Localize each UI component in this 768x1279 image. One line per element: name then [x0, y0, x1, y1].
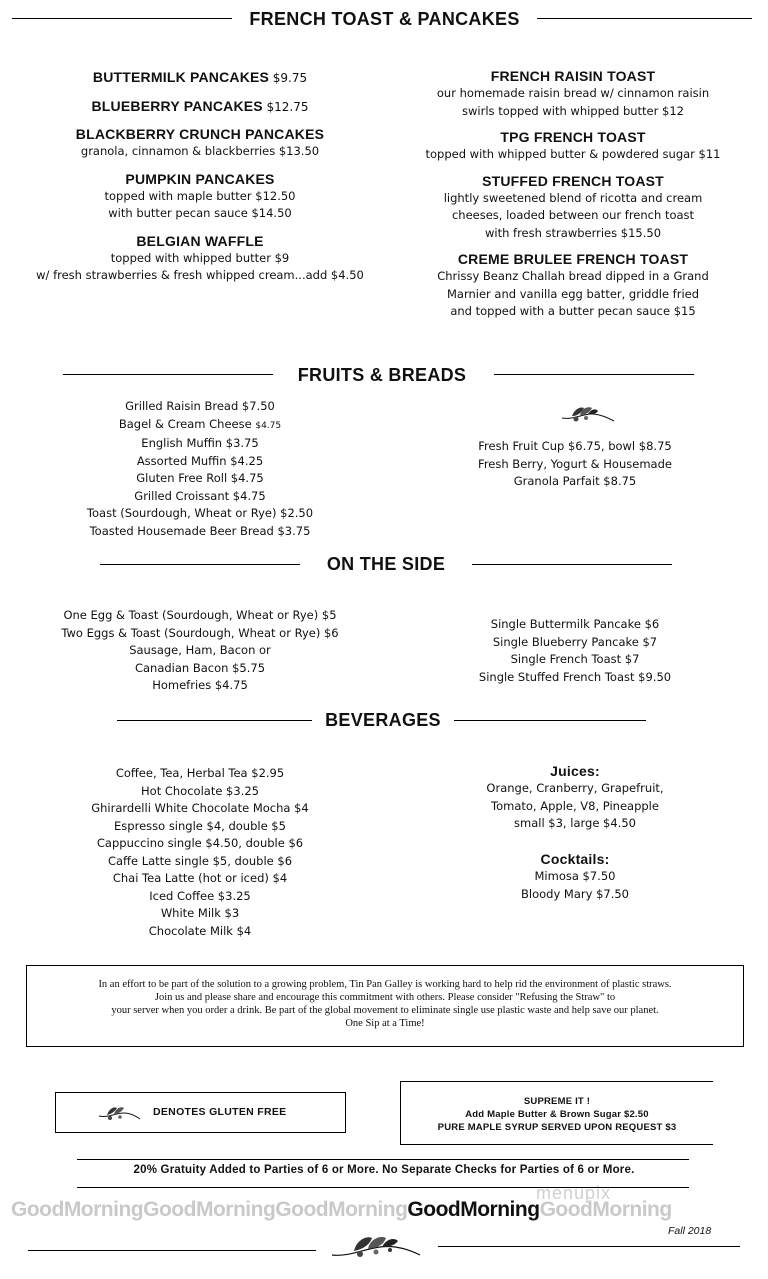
list-item: Single Stuffed French Toast $9.50: [478, 669, 672, 684]
divider: [537, 18, 752, 19]
list-item: Espresso single $4, double $5: [114, 818, 286, 833]
list-item: Canadian Bacon $5.75: [134, 660, 266, 675]
banner-word: GoodMorning: [143, 1198, 276, 1221]
list-item: Caffe Latte single $5, double $6: [107, 853, 293, 868]
beverages-list: [40, 765, 360, 940]
item-name: BLUEBERRY PANCAKES: [91, 97, 263, 114]
item-desc: lightly sweetened blend of ricotta and cream: [443, 190, 703, 205]
divider: [472, 564, 672, 565]
gluten-free-legend: [55, 1092, 346, 1133]
list-item: Chocolate Milk $4: [148, 923, 252, 938]
gluten-free-icon: [96, 1102, 142, 1122]
item-desc: w/ fresh strawberries & fresh whipped cream...add $4.50: [36, 268, 364, 282]
divider: [100, 564, 300, 565]
item-name: CREME BRULEE FRENCH TOAST: [457, 251, 689, 267]
item-desc: our homemade raisin bread w/ cinnamon raisin: [436, 86, 710, 100]
menu-item-buttermilk: [20, 68, 380, 88]
list-item: English Muffin $3.75: [141, 436, 259, 450]
list-item: Two Eggs & Toast (Sourdough, Wheat or Rye) $6: [61, 625, 339, 640]
item-name: BUTTERMILK PANCAKES: [92, 69, 270, 85]
banner-word: GoodMorning: [11, 1198, 144, 1221]
divider: [77, 1159, 689, 1160]
list-item: Chai Tea Latte (hot or iced) $4: [112, 871, 288, 885]
list-item: small $3, large $4.50: [514, 816, 636, 830]
list-item: Orange, Cranberry, Grapefruit,: [486, 781, 664, 795]
list-item: Hot Chocolate $3.25: [141, 783, 259, 798]
good-morning-banner: [11, 1198, 768, 1222]
supreme-line: PURE MAPLE SYRUP SERVED UPON REQUEST $3: [437, 1122, 677, 1133]
list-item: Assorted Muffin $4.25: [136, 453, 264, 468]
divider: [12, 18, 232, 19]
item-price: $9.75: [272, 71, 308, 85]
item-name: FRENCH RAISIN TOAST: [490, 68, 656, 84]
item-name: BELGIAN WAFFLE: [136, 232, 264, 249]
list-item: One Egg & Toast (Sourdough, Wheat or Rye) $5: [63, 608, 337, 622]
fruits-list: [440, 438, 710, 491]
list-item: Toast (Sourdough, Wheat or Rye) $2.50: [86, 506, 314, 520]
divider: [494, 374, 694, 375]
cocktails-block: [440, 850, 710, 903]
notice-line: your server when you order a drink. Be part of the global movement to eliminate single use plastic waste and help save our planet.: [111, 1005, 659, 1016]
item-desc: and topped with a butter pecan sauce $15: [450, 304, 696, 318]
watermark: menupix: [536, 1183, 612, 1203]
item-desc: with butter pecan sauce $14.50: [108, 206, 292, 220]
divider: [63, 374, 273, 375]
list-item: Cappuccino single $4.50, double $6: [96, 836, 304, 850]
list-item: Granola Parfait $8.75: [513, 474, 637, 488]
juices-title: Juices:: [550, 763, 600, 779]
section-title-side: ON THE SIDE: [326, 554, 446, 574]
banner-word: GoodMorning: [275, 1198, 408, 1221]
list-item: Grilled Raisin Bread $7.50: [125, 399, 275, 413]
item-name: STUFFED FRENCH TOAST: [482, 172, 664, 189]
item-desc: Marnier and vanilla egg batter, griddle fried: [446, 286, 700, 301]
side-right-list: [440, 616, 710, 686]
notice-line: One Sip at a Time!: [345, 1018, 425, 1029]
divider: [454, 720, 646, 721]
item-name: PUMPKIN PANCAKES: [125, 170, 275, 187]
list-item: Mimosa $7.50: [534, 869, 616, 883]
banner-word: GoodMorning: [539, 1198, 672, 1221]
list-item: Single French Toast $7: [510, 652, 640, 666]
list-item: White Milk $3: [160, 906, 240, 920]
list-item: Fresh Fruit Cup $6.75, bowl $8.75: [478, 439, 672, 453]
list-item: Sausage, Ham, Bacon or: [129, 643, 271, 657]
divider: [438, 1246, 740, 1247]
gluten-free-icon: [558, 402, 616, 424]
menu-item-creme-brulee: [398, 250, 748, 321]
divider: [117, 720, 312, 721]
list-item: Iced Coffee $3.25: [149, 888, 251, 903]
item-name: BLACKBERRY CRUNCH PANCAKES: [75, 126, 325, 142]
breads-list: [40, 398, 360, 540]
season-label: Fall 2018: [668, 1225, 712, 1237]
menu-item-stuffed: [398, 172, 748, 243]
side-left-list: [22, 607, 378, 695]
banner-word: GoodMorning: [407, 1198, 540, 1221]
legend-label: DENOTES GLUTEN FREE: [153, 1106, 287, 1118]
list-item: [40, 416, 360, 436]
list-item: Grilled Croissant $4.75: [134, 488, 266, 503]
list-item: Tomato, Apple, V8, Pineapple: [491, 798, 659, 813]
french-toast-column: [398, 67, 748, 321]
menu-item-blackberry: [20, 125, 380, 161]
menu-item-raisin: [398, 67, 748, 120]
straw-notice: [26, 965, 744, 1047]
item-desc: topped with whipped butter & powdered sugar $11: [425, 147, 721, 161]
divider: [28, 1250, 316, 1251]
item-desc: cheeses, loaded between our french toast: [451, 208, 695, 222]
list-item: Coffee, Tea, Herbal Tea $2.95: [115, 766, 285, 780]
notice-line: Join us and please share and encourage this commitment with others. Please consider "Refusing the Straw" to: [154, 992, 616, 1003]
menu-item-blueberry: [20, 97, 380, 117]
item-desc: granola, cinnamon & blackberries $13.50: [80, 144, 320, 158]
item-desc: swirls topped with whipped butter $12: [462, 103, 684, 118]
supreme-title: SUPREME IT !: [523, 1096, 591, 1107]
item-name: TPG FRENCH TOAST: [500, 129, 646, 145]
menu-item-waffle: [20, 232, 380, 285]
section-title-beverages: BEVERAGES: [325, 710, 441, 730]
item-price: $4.75: [255, 420, 282, 431]
decorative-sprig-icon: [328, 1229, 424, 1261]
item-desc: Chrissy Beanz Challah bread dipped in a Grand: [437, 269, 709, 283]
gratuity-notice: 20% Gratuity Added to Parties of 6 or More. No Separate Checks for Parties of 6 or More.: [133, 1164, 635, 1176]
item-name: Bagel & Cream Cheese: [118, 416, 252, 431]
notice-line: In an effort to be part of the solution to a growing problem, Tin Pan Galley is working hard to help rid the environment of plastic straws.: [98, 979, 672, 990]
list-item: Homefries $4.75: [152, 678, 248, 692]
menu-item-pumpkin: [20, 170, 380, 223]
item-price: $12.75: [266, 99, 309, 114]
cocktails-title: Cocktails:: [540, 851, 610, 867]
list-item: Gluten Free Roll $4.75: [136, 471, 264, 485]
item-desc: topped with whipped butter $9: [110, 250, 290, 265]
supreme-line: Add Maple Butter & Brown Sugar $2.50: [465, 1109, 649, 1120]
item-desc: with fresh strawberries $15.50: [484, 225, 662, 240]
section-title-fruits: FRUITS & BREADS: [297, 365, 467, 385]
list-item: Single Blueberry Pancake $7: [492, 634, 658, 649]
list-item: Ghirardelli White Chocolate Mocha $4: [91, 801, 309, 815]
list-item: Bloody Mary $7.50: [521, 886, 629, 901]
list-item: Toasted Housemade Beer Bread $3.75: [89, 523, 311, 538]
item-desc: topped with maple butter $12.50: [104, 188, 296, 203]
pancakes-column: [20, 68, 380, 285]
supreme-box: [400, 1081, 713, 1145]
list-item: Single Buttermilk Pancake $6: [490, 617, 660, 631]
section-title-french-toast: FRENCH TOAST & PANCAKES: [249, 9, 520, 29]
juices-block: [440, 762, 710, 833]
menu-item-tpg: [398, 128, 748, 164]
list-item: Fresh Berry, Yogurt & Housemade: [478, 456, 672, 471]
